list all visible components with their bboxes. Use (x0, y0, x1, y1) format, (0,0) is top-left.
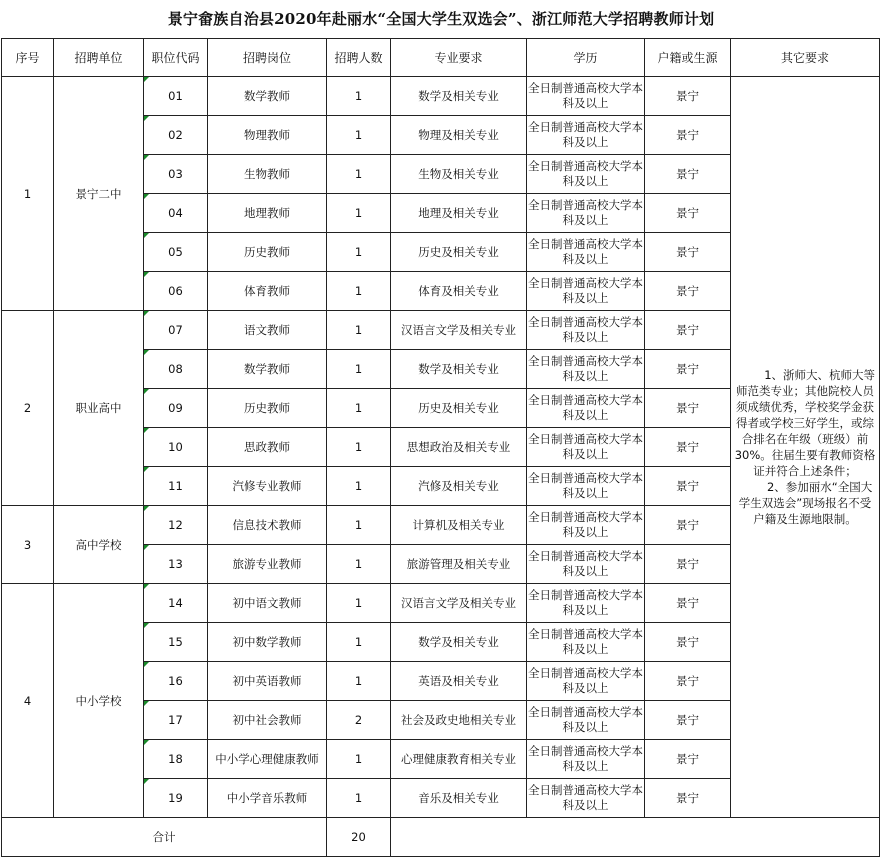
position-title: 数学教师 (208, 350, 327, 389)
education-requirement: 全日制普通高校大学本科及以上 (527, 662, 645, 701)
position-code: 15 (144, 623, 208, 662)
total-count: 20 (327, 818, 391, 857)
education-requirement: 全日制普通高校大学本科及以上 (527, 233, 645, 272)
position-count: 1 (327, 506, 391, 545)
hukou-requirement: 景宁 (645, 623, 731, 662)
position-code: 02 (144, 116, 208, 155)
hukou-requirement: 景宁 (645, 545, 731, 584)
education-requirement: 全日制普通高校大学本科及以上 (527, 467, 645, 506)
major-requirement: 英语及相关专业 (391, 662, 527, 701)
position-title: 物理教师 (208, 116, 327, 155)
major-requirement: 数学及相关专业 (391, 623, 527, 662)
position-code: 03 (144, 155, 208, 194)
unit-seq: 2 (2, 311, 54, 506)
recruitment-table (1, 38, 880, 857)
header-row (2, 39, 880, 77)
education-requirement: 全日制普通高校大学本科及以上 (527, 194, 645, 233)
position-code: 19 (144, 779, 208, 818)
position-title: 中小学心理健康教师 (208, 740, 327, 779)
position-title: 信息技术教师 (208, 506, 327, 545)
position-title: 初中语文教师 (208, 584, 327, 623)
position-count: 1 (327, 194, 391, 233)
hukou-requirement: 景宁 (645, 506, 731, 545)
header-education: 学历 (527, 39, 645, 77)
hukou-requirement: 景宁 (645, 740, 731, 779)
position-code: 16 (144, 662, 208, 701)
position-title: 初中数学教师 (208, 623, 327, 662)
education-requirement: 全日制普通高校大学本科及以上 (527, 701, 645, 740)
position-code: 05 (144, 233, 208, 272)
education-requirement: 全日制普通高校大学本科及以上 (527, 350, 645, 389)
position-count: 1 (327, 467, 391, 506)
position-count: 2 (327, 701, 391, 740)
position-count: 1 (327, 311, 391, 350)
position-title: 初中英语教师 (208, 662, 327, 701)
position-count: 1 (327, 233, 391, 272)
header-major: 专业要求 (391, 39, 527, 77)
position-code: 13 (144, 545, 208, 584)
hukou-requirement: 景宁 (645, 779, 731, 818)
header-hukou: 户籍或生源 (645, 39, 731, 77)
position-title: 汽修专业教师 (208, 467, 327, 506)
position-count: 1 (327, 389, 391, 428)
position-code: 10 (144, 428, 208, 467)
position-code: 17 (144, 701, 208, 740)
table-row (2, 77, 880, 116)
hukou-requirement: 景宁 (645, 272, 731, 311)
education-requirement: 全日制普通高校大学本科及以上 (527, 116, 645, 155)
unit-seq: 1 (2, 77, 54, 311)
major-requirement: 物理及相关专业 (391, 116, 527, 155)
education-requirement: 全日制普通高校大学本科及以上 (527, 545, 645, 584)
header-post: 招聘岗位 (208, 39, 327, 77)
major-requirement: 地理及相关专业 (391, 194, 527, 233)
unit-seq: 4 (2, 584, 54, 818)
major-requirement: 思想政治及相关专业 (391, 428, 527, 467)
position-title: 旅游专业教师 (208, 545, 327, 584)
total-label: 合计 (2, 818, 327, 857)
position-code: 04 (144, 194, 208, 233)
hukou-requirement: 景宁 (645, 662, 731, 701)
position-count: 1 (327, 740, 391, 779)
hukou-requirement: 景宁 (645, 389, 731, 428)
unit-name: 职业高中 (54, 311, 144, 506)
major-requirement: 历史及相关专业 (391, 389, 527, 428)
hukou-requirement: 景宁 (645, 233, 731, 272)
position-count: 1 (327, 272, 391, 311)
hukou-requirement: 景宁 (645, 311, 731, 350)
header-unit: 招聘单位 (54, 39, 144, 77)
major-requirement: 体育及相关专业 (391, 272, 527, 311)
education-requirement: 全日制普通高校大学本科及以上 (527, 272, 645, 311)
position-title: 地理教师 (208, 194, 327, 233)
position-code: 18 (144, 740, 208, 779)
position-count: 1 (327, 428, 391, 467)
hukou-requirement: 景宁 (645, 350, 731, 389)
position-count: 1 (327, 584, 391, 623)
position-code: 08 (144, 350, 208, 389)
position-title: 语文教师 (208, 311, 327, 350)
page-title: 景宁畲族自治县2020年赴丽水“全国大学生双选会”、浙江师范大学招聘教师计划 (167, 10, 715, 28)
unit-name: 景宁二中 (54, 77, 144, 311)
unit-name: 高中学校 (54, 506, 144, 584)
position-code: 07 (144, 311, 208, 350)
major-requirement: 数学及相关专业 (391, 350, 527, 389)
header-count: 招聘人数 (327, 39, 391, 77)
total-empty (391, 818, 880, 857)
position-title: 思政教师 (208, 428, 327, 467)
major-requirement: 心理健康教育相关专业 (391, 740, 527, 779)
position-title: 数学教师 (208, 77, 327, 116)
position-code: 01 (144, 77, 208, 116)
education-requirement: 全日制普通高校大学本科及以上 (527, 623, 645, 662)
hukou-requirement: 景宁 (645, 467, 731, 506)
position-code: 14 (144, 584, 208, 623)
education-requirement: 全日制普通高校大学本科及以上 (527, 584, 645, 623)
position-count: 1 (327, 350, 391, 389)
position-code: 11 (144, 467, 208, 506)
hukou-requirement: 景宁 (645, 584, 731, 623)
major-requirement: 生物及相关专业 (391, 155, 527, 194)
header-other: 其它要求 (731, 39, 880, 77)
hukou-requirement: 景宁 (645, 428, 731, 467)
position-count: 1 (327, 623, 391, 662)
position-title: 初中社会教师 (208, 701, 327, 740)
major-requirement: 历史及相关专业 (391, 233, 527, 272)
position-title: 历史教师 (208, 389, 327, 428)
hukou-requirement: 景宁 (645, 194, 731, 233)
position-title: 生物教师 (208, 155, 327, 194)
hukou-requirement: 景宁 (645, 77, 731, 116)
major-requirement: 汉语言文学及相关专业 (391, 311, 527, 350)
major-requirement: 汉语言文学及相关专业 (391, 584, 527, 623)
education-requirement: 全日制普通高校大学本科及以上 (527, 155, 645, 194)
major-requirement: 汽修及相关专业 (391, 467, 527, 506)
major-requirement: 音乐及相关专业 (391, 779, 527, 818)
education-requirement: 全日制普通高校大学本科及以上 (527, 740, 645, 779)
header-code: 职位代码 (144, 39, 208, 77)
education-requirement: 全日制普通高校大学本科及以上 (527, 428, 645, 467)
hukou-requirement: 景宁 (645, 701, 731, 740)
table-body (2, 77, 880, 818)
total-row (2, 818, 880, 857)
education-requirement: 全日制普通高校大学本科及以上 (527, 77, 645, 116)
position-count: 1 (327, 77, 391, 116)
position-count: 1 (327, 545, 391, 584)
position-count: 1 (327, 155, 391, 194)
hukou-requirement: 景宁 (645, 116, 731, 155)
education-requirement: 全日制普通高校大学本科及以上 (527, 311, 645, 350)
position-title: 中小学音乐教师 (208, 779, 327, 818)
major-requirement: 旅游管理及相关专业 (391, 545, 527, 584)
position-code: 06 (144, 272, 208, 311)
unit-name: 中小学校 (54, 584, 144, 818)
major-requirement: 计算机及相关专业 (391, 506, 527, 545)
position-title: 体育教师 (208, 272, 327, 311)
major-requirement: 数学及相关专业 (391, 77, 527, 116)
position-code: 09 (144, 389, 208, 428)
hukou-requirement: 景宁 (645, 155, 731, 194)
unit-seq: 3 (2, 506, 54, 584)
position-title: 历史教师 (208, 233, 327, 272)
position-code: 12 (144, 506, 208, 545)
major-requirement: 社会及政史地相关专业 (391, 701, 527, 740)
education-requirement: 全日制普通高校大学本科及以上 (527, 779, 645, 818)
education-requirement: 全日制普通高校大学本科及以上 (527, 389, 645, 428)
position-count: 1 (327, 779, 391, 818)
position-count: 1 (327, 116, 391, 155)
other-requirements-note: 1、浙师大、杭师大等师范类专业；其他院校人员须成绩优秀，学校奖学金获得者或学校三好学生，或综合排名在年级（班级）前30%。往届生要有教师资格证并符合上述条件； 2、参加丽水“全国大学生双选会”现场报名不受户籍及生源地限制。 (731, 77, 880, 818)
header-seq: 序号 (2, 39, 54, 77)
education-requirement: 全日制普通高校大学本科及以上 (527, 506, 645, 545)
position-count: 1 (327, 662, 391, 701)
